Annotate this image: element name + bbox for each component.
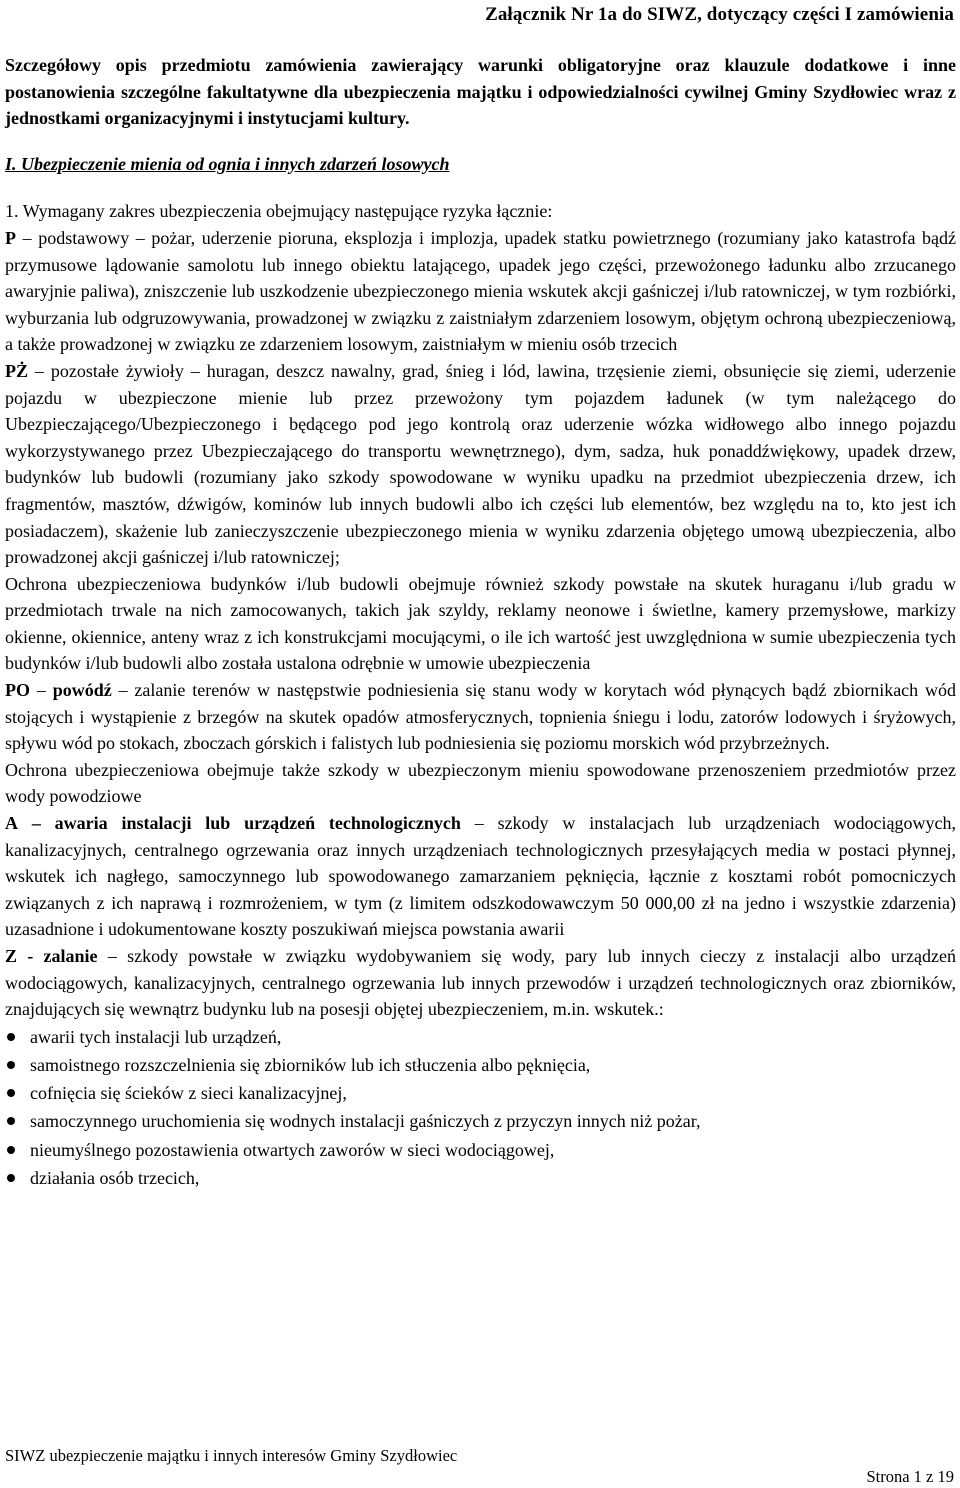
risk-p-name: podstawowy [38,227,130,248]
risk-po-extra: Ochrona ubezpieczeniowa obejmuje także szkody w ubezpieczonym mieniu spowodowane przenoszeniem przedmiotów przez wody powodziowe [5,759,956,807]
page-number: Strona 1 z 19 [866,1467,954,1486]
risk-po: PO – powódź – zalanie terenów w następstwie podniesienia się stanu wody w korytach wód płynących bądź zbiornikach wód stojących i wystąpienie z brzegów na skutek opadów atmosferycznych, topnienia śniegu i lodu, zatorów lodowych i śryżowych, spływu wód po stokach, zboczach górskich i falistych lub podniesienia się poziomu morskich wód przybrzeżnych. [5,680,957,754]
risk-z: Z - zalanie – szkody powstałe w związku wydobywaniem się wody, pary lub innych cieczy z instalacji albo urządzeń wodociągowych, kanalizacyjnych, centralnego ogrzewania lub innych przewodów i urządzeń technologicznych oraz zbiorników, znajdujących się wewnątrz budynku lub na posesji objętej ubezpieczeniem, m.in. wskutek.: [5,946,956,1020]
section-title: I. Ubezpieczenie mienia od ognia i innych zdarzeń losowych [5,153,450,174]
requirement-heading [5,198,956,225]
requirement-number: 1. [5,201,19,222]
list-item: samoistnego rozszczelnienia się zbiorników lub ich stłuczenia albo pęknięcia, [5,1051,956,1079]
risk-z-code: Z - zalanie [5,946,98,966]
risk-a-text: szkody w instalacjach lub urządzeniach wodociągowych, kanalizacyjnych, centralnego ogrzewania oraz innych urządzeniach technologicznych przesyłających media w postaci płynnej, wskutek ich nagłego, samoczynnego lub spowodowanego zamarzaniem pęknięcia, łącznie z kosztami robót pomocniczych związanych z ich naprawą i rozmrożeniem, w tym (z limitem odszkodowawczym 50 000,00 zł na jedno i wszystkie zdarzenia) uzasadnione i udokumentowane koszty poszukiwań miejsca powstania awarii [5,813,957,940]
intro-paragraph: Szczegółowy opis przedmiotu zamówienia zawierający warunki obligatoryjne oraz klauzule dodatkowe i inne postanowienia szczególne fakultatywne dla ubezpieczenia majątku i odpowiedzialności cywilnej Gminy Szydłowiec wraz z jednostkami organizacyjnymi i instytucjami kultury. [5,55,956,129]
risk-po-code: PO [5,680,30,701]
list-item: nieumyślnego pozostawienia otwartych zaworów w sieci wodociągowej, [5,1136,956,1164]
risk-pz-code: PŻ [5,360,29,381]
risk-pz: PŻ – pozostałe żywioły – huragan, deszcz nawalny, grad, śnieg i lód, lawina, trzęsienie ziemi, obsunięcie się ziemi, uderzenie pojazdu w ubezpieczone mienie lub przez przewożony tym pojazdem ładunek (w tym należącego do Ubezpieczającego/Ubezpieczonego i będącego pod jego kontrolą oraz uderzenie wózka widłowego albo innego pojazdu wykorzystywanego przez Ubezpieczającego do transportu wewnętrznego), dym, sadza, huk ponaddźwiękowy, upadek drzew, budynków lub budowli (rozumiany jako szkody spowodowane w wyniku upadku na przedmiot ubezpieczenia drzew, ich fragmentów, masztów, dźwigów, kominów lub innych budowli albo ich części lub elementów, bez względu na to, kto jest ich posiadaczem), skażenie lub zanieczyszczenie ubezpieczonego mienia w wyniku zdarzenia objętego umową ubezpieczenia, albo prowadzonej akcji gaśniczej i/lub ratowniczej; [5,360,957,568]
risk-p-code: P [5,227,16,248]
bullet-icon [7,1174,15,1182]
risk-a-code: A [5,813,18,834]
bullet-icon [7,1061,15,1069]
list-item: cofnięcia się ścieków z sieci kanalizacyjnej, [5,1079,956,1107]
footer-document-title: SIWZ ubezpieczenie majątku i innych interesów Gminy Szydłowiec [5,1446,458,1465]
list-item: awarii tych instalacji lub urządzeń, [5,1023,956,1051]
requirement-text: Wymagany zakres ubezpieczenia obejmujący następujące ryzyka łącznie: [22,201,553,222]
annex-header: Załącznik Nr 1a do SIWZ, dotyczący części I zamówienia [485,4,954,25]
risk-pz-text: huragan, deszcz nawalny, grad, śnieg i lód, lawina, trzęsienie ziemi, obsunięcie się ziemi, uderzenie pojazdu w ubezpieczone mienie lub przez przewożony tym pojazdem ładunek (w tym należącego do Ubezpieczającego/Ubezpieczonego i będącego pod jego kontrolą oraz uderzenie wózka widłowego albo innego pojazdu wykorzystywanego przez Ubezpieczającego do transportu wewnętrznego), dym, sadza, huk ponaddźwiękowy, upadek drzew, budynków lub budowli (rozumiany jako szkody spowodowane w wyniku upadku na przedmiot ubezpieczenia drzew, ich fragmentów, masztów, dźwigów, kominów lub innych budowli albo ich części lub elementów, bez względu na to, kto jest ich posiadaczem), skażenie lub zanieczyszczenie ubezpieczonego mienia w wyniku zdarzenia objętego umową ubezpieczenia, albo prowadzonej akcji gaśniczej i/lub ratowniczej; [5,360,957,568]
risk-pz-name: pozostałe żywioły [50,360,184,381]
bullet-icon [7,1146,15,1154]
document-body [5,52,956,1192]
risk-pz-extra: Ochrona ubezpieczeniowa budynków i/lub budowli obejmuje również szkody powstałe na skutek huraganu i/lub gradu w przedmiotach trwale na nich zamocowanych, takich jak szyldy, reklamy neonowe i świetlne, kamery przemysłowe, markizy okienne, okiennice, anteny wraz z ich konstrukcjami mocującymi, o ile ich wartość jest uwzględniona w sumie ubezpieczenia tych budynków i/lub budowli albo została ustalona odrębnie w umowie ubezpieczenia [5,573,956,674]
risk-p-text: pożar, uderzenie pioruna, eksplozja i implozja, upadek statku powietrznego (rozumiany jako katastrofa bądź przymusowe lądowanie samolotu lub innego obiektu latającego, upadek jego części, przewożonego ładunku albo zrzucanego awaryjnie paliwa), zniszczenie lub uszkodzenie ubezpieczonego mienia wskutek akcji gaśniczej i/lub ratowniczej, w tym rozbiórki, wyburzania lub odgruzowywania, prowadzonej w związku z zaistniałym zdarzeniem losowym, objętym ochroną ubezpieczeniową, a także prowadzonej w związku ze zdarzeniem losowym, zaistniałym w mieniu osób trzecich [5,227,957,355]
risk-po-text: zalanie terenów w następstwie podniesienia się stanu wody w korytach wód płynących bądź zbiornikach wód stojących i wystąpienie z brzegów na skutek opadów atmosferycznych, topnienia śniegu i lodu, zatorów lodowych i śryżowych, spływu wód po stokach, zboczach górskich i falistych lub podniesienia się poziomu morskich wód przybrzeżnych. [5,680,957,754]
bullet-icon [7,1117,15,1125]
risk-z-bullet-list [5,1023,956,1192]
risk-p: P – podstawowy – pożar, uderzenie pioruna, eksplozja i implozja, upadek statku powietrznego (rozumiany jako katastrofa bądź przymusowe lądowanie samolotu lub innego obiektu latającego, upadek jego części, przewożonego ładunku albo zrzucanego awaryjnie paliwa), zniszczenie lub uszkodzenie ubezpieczonego mienia wskutek akcji gaśniczej i/lub ratowniczej, w tym rozbiórki, wyburzania lub odgruzowywania, prowadzonej w związku z zaistniałym zdarzeniem losowym, objętym ochroną ubezpieczeniową, a także prowadzonej w związku ze zdarzeniem losowym, zaistniałym w mieniu osób trzecich [5,227,957,355]
risk-a: A – awaria instalacji lub urządzeń technologicznych – szkody w instalacjach lub urządzeniach wodociągowych, kanalizacyjnych, centralnego ogrzewania oraz innych urządzeniach technologicznych przesyłających media w postaci płynnej, wskutek ich nagłego, samoczynnego lub spowodowanego zamarzaniem pęknięcia, łącznie z kosztami robót pomocniczych związanych z ich naprawą i rozmrożeniem, w tym (z limitem odszkodowawczym 50 000,00 zł na jedno i wszystkie zdarzenia) uzasadnione i udokumentowane koszty poszukiwań miejsca powstania awarii [5,813,957,940]
risk-po-name: powódź [52,680,112,701]
list-item: samoczynnego uruchomienia się wodnych instalacji gaśniczych z przyczyn innych niż pożar, [5,1107,956,1135]
list-item: działania osób trzecich, [5,1164,956,1192]
risk-z-text: szkody powstałe w związku wydobywaniem się wody, pary lub innych cieczy z instalacji albo urządzeń wodociągowych, kanalizacyjnych, centralnego ogrzewania lub innych przewodów i urządzeń technologicznych oraz zbiorników, znajdujących się wewnątrz budynku lub na posesji objętej ubezpieczeniem, m.in. wskutek.: [5,946,956,1020]
bullet-icon [7,1033,15,1041]
risk-a-name: awaria instalacji lub urządzeń technologicznych [54,813,461,834]
bullet-icon [7,1089,15,1097]
